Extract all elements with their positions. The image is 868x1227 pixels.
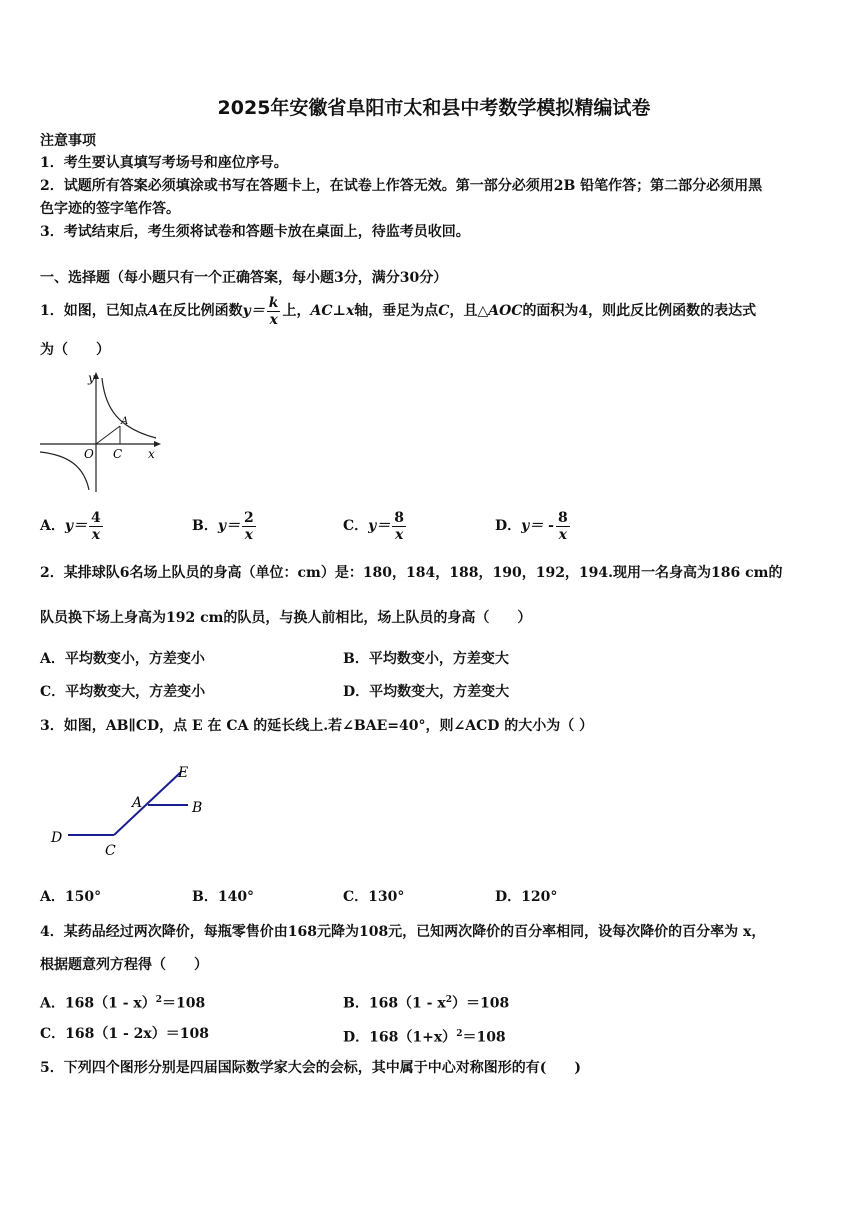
option-d[interactable] [495, 508, 572, 544]
option-d[interactable]: D．120° [495, 889, 558, 905]
q1-var: x [345, 303, 355, 319]
fraction-denominator: x [558, 526, 568, 543]
fraction-denominator: x [91, 526, 101, 543]
option-c[interactable] [343, 508, 408, 544]
option-expr: y＝ [64, 518, 88, 534]
fraction-numerator: 4 [91, 509, 101, 526]
notice-item: 色字迹的签字笔作答。 [40, 201, 180, 217]
label-b: B [192, 800, 203, 816]
fraction-numerator: k [268, 294, 279, 311]
q1-text: 如图，已知点 [63, 303, 148, 319]
notice-item: 1．考生要认真填写考场号和座位序号。 [40, 155, 288, 171]
option-label: C． [343, 518, 369, 534]
option-fraction [392, 510, 406, 543]
notice-heading: 注意事项 [40, 133, 96, 149]
option-fraction [556, 510, 570, 543]
q1-var: y＝ [242, 303, 265, 319]
segment-oa [96, 426, 120, 444]
option-text: B．168（1 - x [343, 995, 446, 1012]
line-ce [114, 772, 181, 835]
option-exponent: 2 [445, 995, 452, 1005]
question-1-stem-cont: 为（ ） [40, 342, 110, 358]
option-text: ＝108 [462, 1029, 506, 1046]
question-1-stem [40, 293, 756, 329]
q1-text: 上， [282, 303, 311, 319]
label-o: O [84, 447, 94, 461]
option-d[interactable]: D．平均数变大，方差变大 [343, 684, 510, 700]
option-b[interactable] [343, 990, 509, 1014]
option-text: ）＝108 [451, 995, 510, 1012]
label-c: C [113, 447, 123, 461]
q1-var: A [147, 303, 159, 319]
q1-text: 的面积为4，则此反比例函数的表达式 [522, 303, 757, 319]
q1-fraction [267, 295, 281, 328]
label-e: E [178, 765, 189, 781]
option-fraction [89, 510, 103, 543]
option-label: B． [192, 518, 218, 534]
option-b[interactable]: B．140° [192, 889, 255, 905]
hyperbola-figure [38, 368, 168, 494]
option-exponent: 2 [456, 1029, 463, 1039]
option-a[interactable] [40, 990, 205, 1014]
option-c[interactable]: C．平均数变大，方差变小 [40, 684, 206, 700]
q1-text: ⊥ [332, 303, 346, 319]
q1-text: 轴，垂足为点 [354, 303, 439, 319]
option-a[interactable]: A．150° [40, 889, 102, 905]
fraction-numerator: 2 [243, 509, 254, 526]
fraction-denominator: x [244, 526, 254, 543]
question-2-stem: 2．某排球队6名场上队员的身高（单位：cm）是：180，184，188，190，192，194.现用一名身高为186 cm的 [40, 565, 783, 581]
q1-var: C [438, 303, 450, 319]
label-x: x [148, 447, 155, 461]
option-text: D．168（1+x） [343, 1029, 457, 1046]
option-label: A． [40, 518, 65, 534]
option-text: ＝108 [162, 995, 206, 1012]
label-d: D [51, 830, 63, 846]
option-fraction [242, 510, 256, 543]
option-b[interactable] [192, 508, 258, 544]
question-3-stem: 3．如图，AB∥CD，点 E 在 CA 的延长线上.若∠BAE=40°，则∠ACD 的大小为（ ） [40, 718, 594, 734]
option-a[interactable]: A．平均数变小，方差变小 [40, 651, 205, 667]
q1-text: ，且△ [449, 303, 489, 319]
option-c[interactable]: C．130° [343, 889, 405, 905]
parallel-lines-figure [44, 760, 214, 860]
fraction-denominator: x [269, 311, 278, 328]
hyperbola-branch-right [102, 378, 156, 438]
fraction-numerator: 8 [394, 509, 405, 526]
option-d[interactable] [343, 1024, 506, 1048]
option-expr: y＝ [217, 518, 240, 534]
notice-item: 2．试题所有答案必须填涂或书写在答题卡上，在试卷上作答无效。第一部分必须用2B 铅笔作答；第二部分必须用黑 [40, 178, 763, 194]
option-text: C．168（1 - 2x）＝108 [40, 1026, 209, 1042]
fraction-numerator: 8 [557, 509, 568, 526]
option-text: A．168（1 - x） [40, 995, 156, 1012]
option-label: D． [495, 518, 522, 534]
page-title: 2025年安徽省阜阳市太和县中考数学模拟精编试卷 [217, 97, 651, 119]
label-a: A [132, 795, 143, 811]
option-a[interactable] [40, 508, 105, 544]
section-heading: 一、选择题（每小题只有一个正确答案，每小题3分，满分30分） [40, 270, 448, 286]
question-4-stem-cont: 根据题意列方程得（ ） [40, 957, 208, 973]
question-4-stem: 4．某药品经过两次降价，每瓶零售价由168元降为108元，已知两次降价的百分率相同，设每次降价的百分率为 x， [40, 924, 766, 940]
option-exponent: 2 [155, 995, 162, 1005]
option-expr: y＝ [368, 518, 391, 534]
question-2-stem-cont: 队员换下场上身高为192 cm的队员，与换人前相比，场上队员的身高（ ） [40, 610, 532, 626]
label-a: A [121, 416, 129, 427]
label-y: y [88, 371, 95, 385]
q1-var: AC [310, 303, 333, 319]
question-number: 1． [40, 303, 64, 319]
x-axis-arrow [154, 441, 161, 447]
question-5-stem: 5．下列四个图形分别是四届国际数学家大会的会标，其中属于中心对称图形的有( ) [40, 1060, 581, 1076]
label-c: C [105, 843, 116, 859]
fraction-denominator: x [394, 526, 404, 543]
option-expr: y＝ - [521, 518, 554, 534]
q1-text: 在反比例函数 [158, 303, 243, 319]
notice-item: 3．考试结束后，考生须将试卷和答题卡放在桌面上，待监考员收回。 [40, 224, 470, 240]
hyperbola-branch-left [40, 452, 89, 490]
q1-var: AOC [488, 303, 523, 319]
option-c[interactable] [40, 1024, 209, 1044]
option-b[interactable]: B．平均数变小，方差变大 [343, 651, 509, 667]
